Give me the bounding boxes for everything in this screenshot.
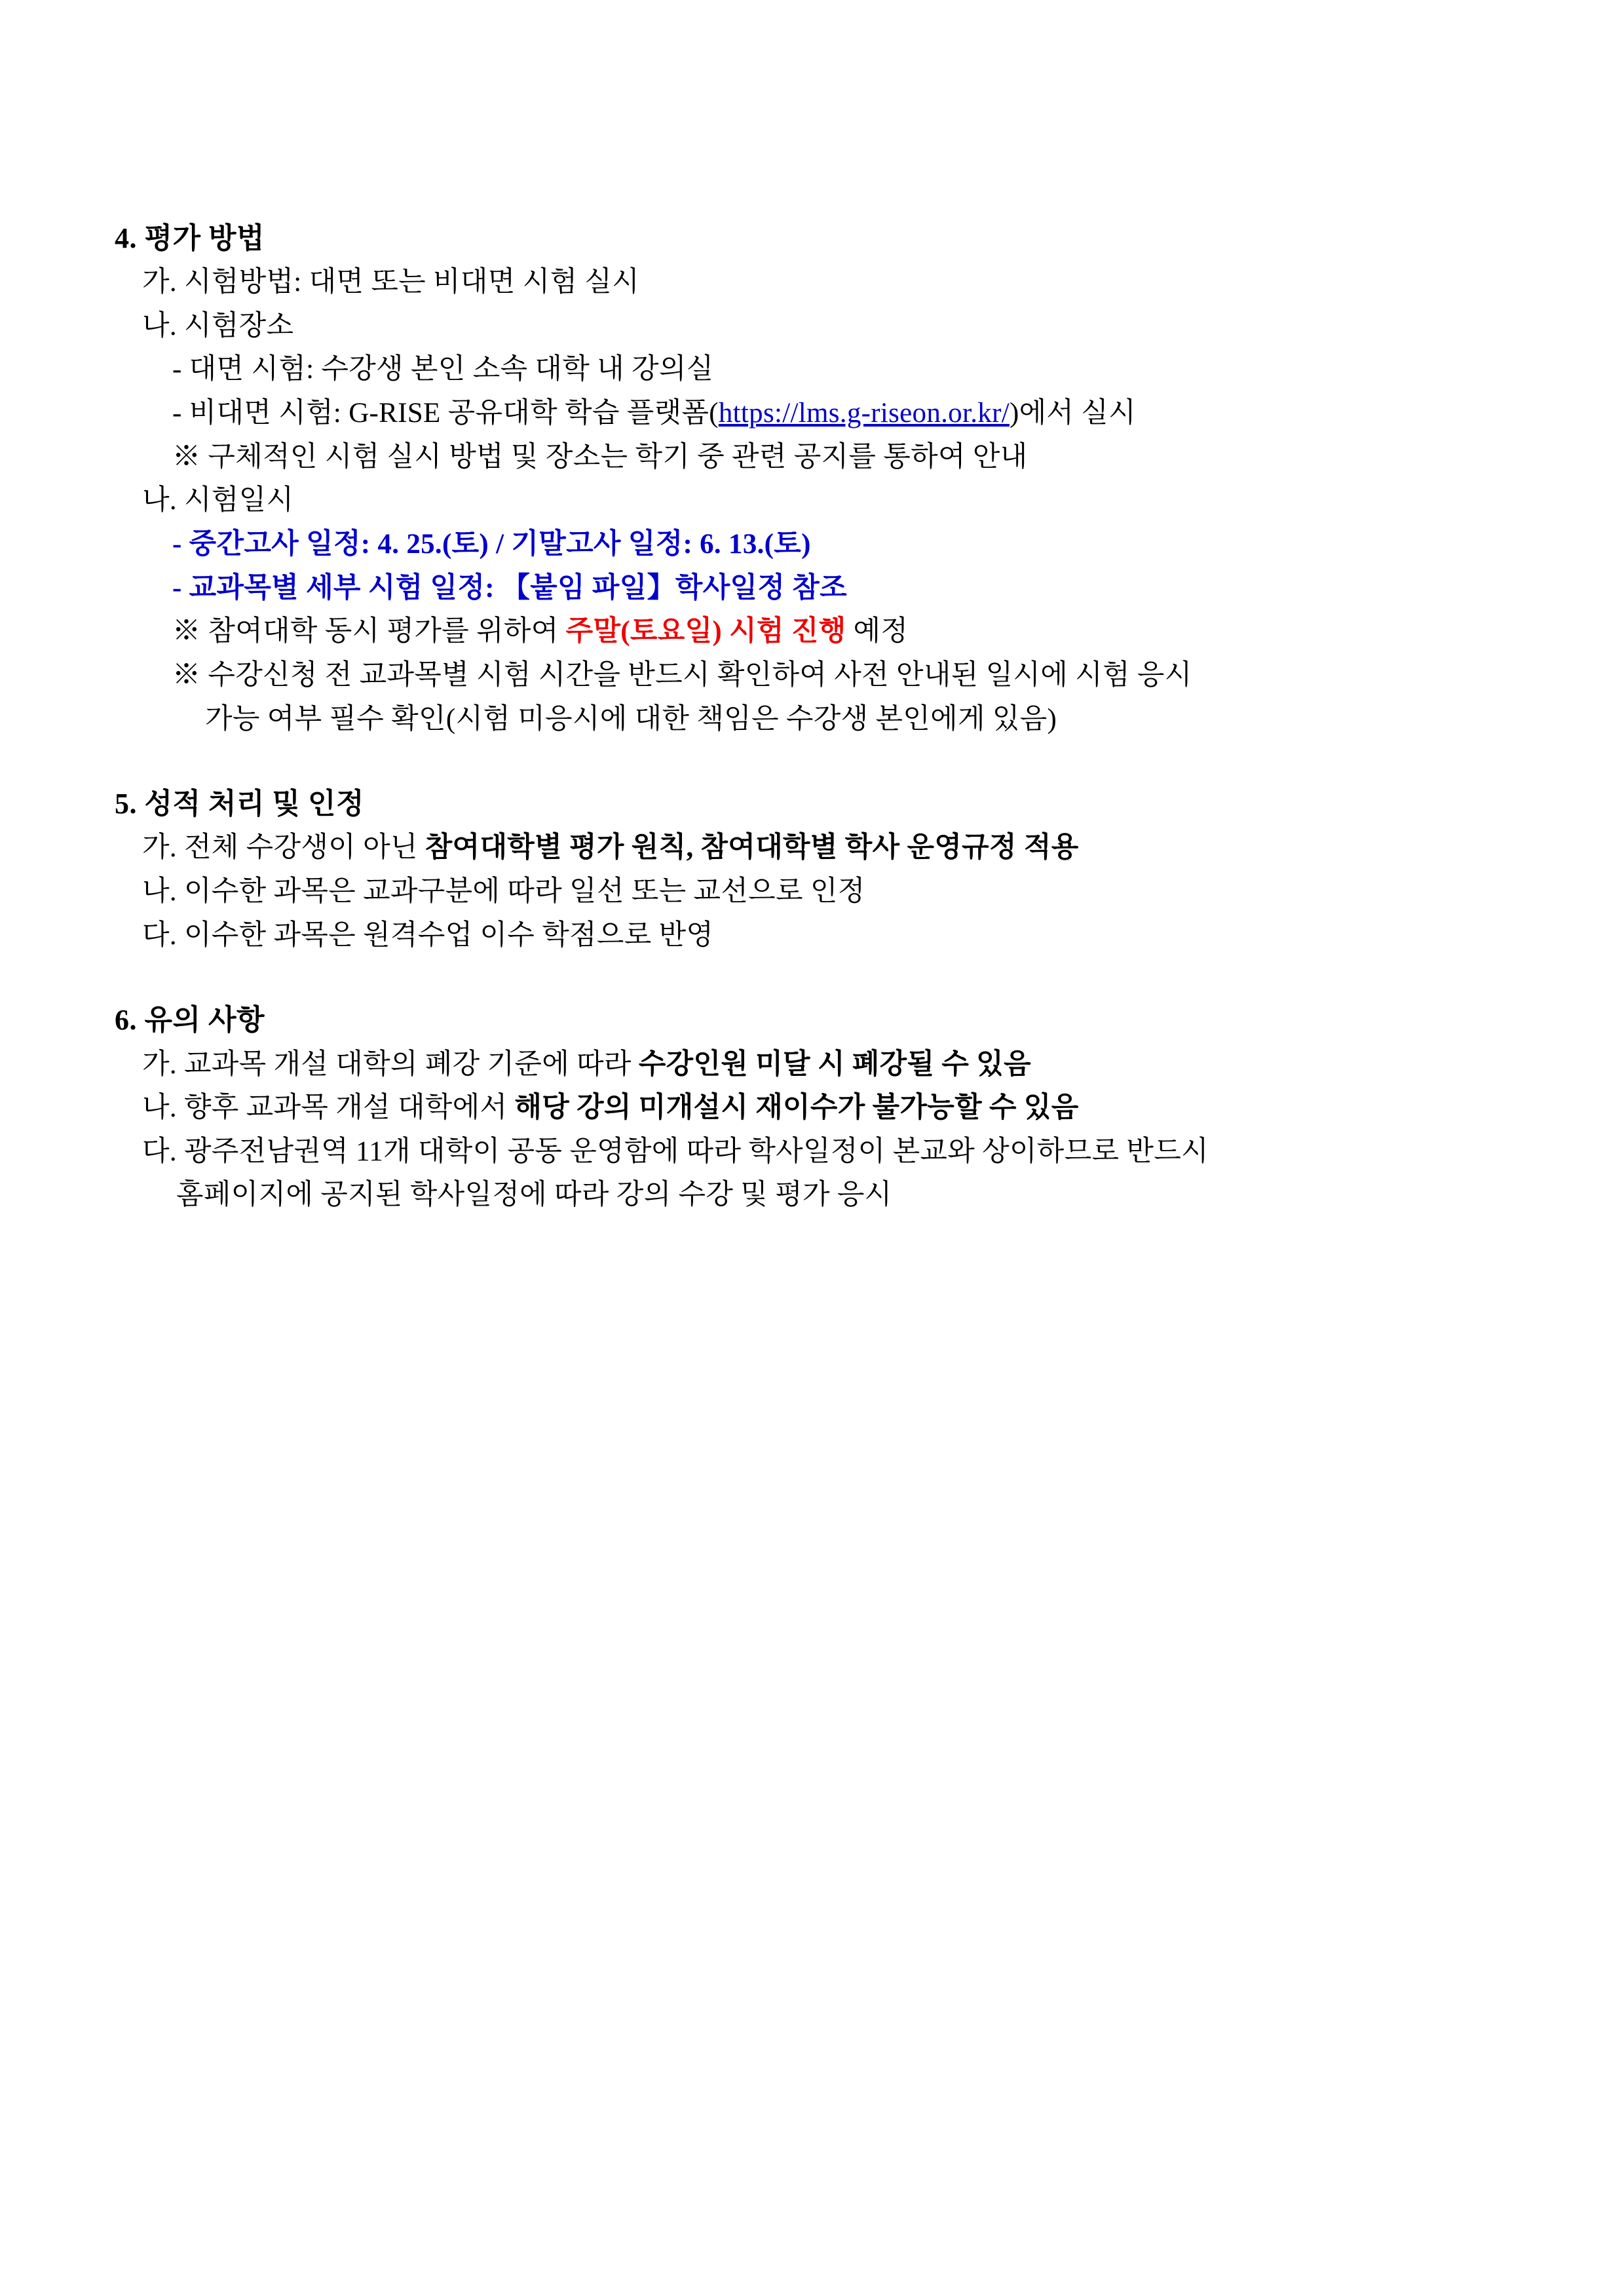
- note-text-before: ※ 참여대학 동시 평가를 위하여: [172, 616, 566, 647]
- list-item-exam-dates: - 중간고사 일정: 4. 25.(토) / 기말고사 일정: 6. 13.(토): [172, 529, 811, 560]
- highlight-weekend-exam: 주말(토요일) 시험 진행: [565, 616, 846, 647]
- section-spacer: [115, 957, 1523, 998]
- list-item: 나. 시험일시: [142, 485, 294, 516]
- list-item: 다. 이수한 과목은 원격수업 이수 학점으로 반영: [142, 919, 714, 951]
- section-spacer: [115, 741, 1523, 782]
- item-text-bold: 참여대학별 평가 원칙, 참여대학별 학사 운영규정 적용: [425, 832, 1079, 864]
- list-item: - 대면 시험: 수강생 본인 소속 대학 내 강의실: [172, 354, 714, 385]
- section-heading: 4. 평가 방법: [115, 222, 265, 254]
- list-item: 가. 시험방법: 대면 또는 비대면 시험 실시: [142, 267, 640, 298]
- list-item: [142, 1043, 1523, 1087]
- item-text-before: 가. 전체 수강생이 아닌: [142, 832, 425, 864]
- item-text-before: 가. 교과목 개설 대학의 폐강 기준에 따라: [142, 1048, 639, 1080]
- text-after-link: )에서 실시: [1009, 398, 1136, 429]
- section-evaluation-method: [115, 216, 1523, 741]
- note-text-after: 예정: [846, 616, 909, 647]
- lms-platform-link[interactable]: https://lms.g-riseon.or.kr/: [718, 398, 1010, 429]
- item-line-2: 홈페이지에 공지된 학사일정에 따라 강의 수강 및 평가 응시: [176, 1179, 892, 1211]
- item-text-bold: 해당 강의 미개설시 재이수가 불가능할 수 있음: [514, 1092, 1079, 1124]
- section-heading: 6. 유의 사항: [115, 1004, 265, 1037]
- item-line-1: 다. 광주전남권역 11개 대학이 공동 운영함에 따라 학사일정이 본교와 상이하므로 반드시: [142, 1136, 1209, 1167]
- list-item-exam-schedule-ref: - 교과목별 세부 시험 일정: 【붙임 파일】학사일정 참조: [172, 572, 847, 603]
- note-line-1: ※ 수강신청 전 교과목별 시험 시간을 반드시 확인하여 사전 안내된 일시에 시험 응시: [172, 659, 1192, 691]
- list-item-wrapped: [142, 1130, 1523, 1217]
- list-item-note: [172, 610, 1523, 654]
- document-body: [115, 216, 1523, 1217]
- section-precautions: [115, 998, 1523, 1217]
- item-text-bold: 수강인원 미달 시 폐강될 수 있음: [638, 1048, 1031, 1080]
- list-item: [142, 826, 1523, 870]
- section-heading: 5. 성적 처리 및 인정: [115, 788, 365, 820]
- text-before-link: - 비대면 시험: G-RISE 공유대학 학습 플랫폼(: [172, 398, 719, 429]
- note-line-2: 가능 여부 필수 확인(시험 미응시에 대한 책임은 수강생 본인에게 있음): [205, 703, 1057, 735]
- list-item: [142, 1086, 1523, 1130]
- list-item-note: ※ 구체적인 시험 실시 방법 및 장소는 학기 중 관련 공지를 통하여 안내: [172, 441, 1028, 472]
- list-item-note-wrapped: [172, 654, 1523, 741]
- list-item-with-link: [172, 392, 1523, 436]
- item-text-before: 나. 향후 교과목 개설 대학에서: [142, 1092, 515, 1124]
- list-item: 나. 이수한 과목은 교과구분에 따라 일선 또는 교선으로 인정: [142, 876, 865, 908]
- list-item: 나. 시험장소: [142, 310, 294, 341]
- section-grade-processing: [115, 782, 1523, 957]
